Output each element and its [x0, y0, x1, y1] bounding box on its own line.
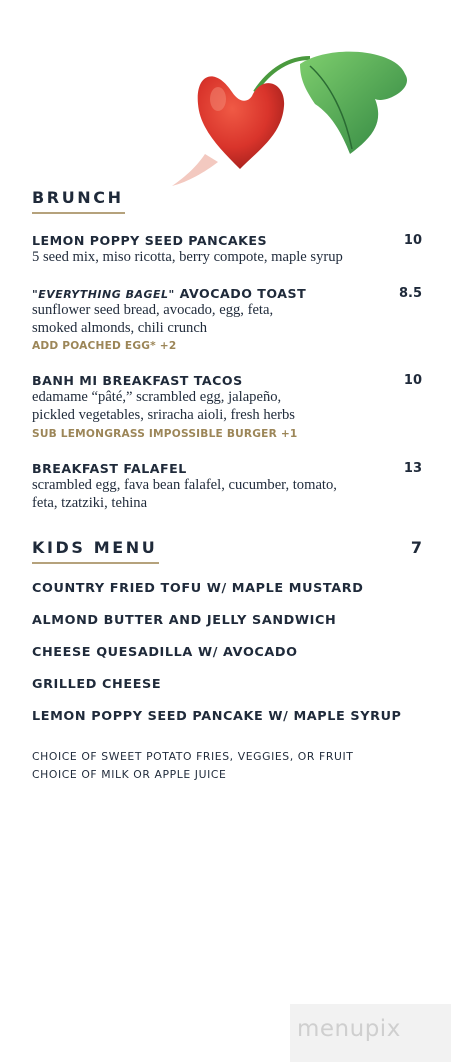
menu-item-description: 5 seed mix, miso ricotta, berry compote, maple syrup: [32, 249, 343, 265]
menu-item-price: 10: [403, 373, 422, 388]
menu-item-addon: SUB LEMONGRASS IMPOSSIBLE BURGER +1: [32, 428, 298, 440]
menu-item-description: sunflower seed bread, avocado, egg, feta,: [32, 302, 274, 318]
menu-item-price: 10: [403, 233, 422, 248]
kids-menu-item: GRILLED CHEESE: [32, 677, 162, 692]
kids-menu-note: CHOICE OF MILK OR APPLE JUICE: [32, 768, 227, 781]
menu-item-description: smoked almonds, chili crunch: [32, 320, 208, 336]
menu-item-name-main: AVOCADO TOAST: [179, 286, 307, 301]
menu-item-price: 8.5: [398, 286, 422, 301]
kids-menu-item: LEMON POPPY SEED PANCAKE W/ MAPLE SYRUP: [32, 709, 402, 724]
menu-item-description: feta, tzatziki, tehina: [32, 495, 148, 511]
menu-item-name: BREAKFAST FALAFEL: [32, 461, 187, 476]
heart-radish-icon: [160, 44, 430, 194]
kids-menu-item: ALMOND BUTTER AND JELLY SANDWICH: [32, 613, 337, 628]
menu-item-addon: ADD POACHED EGG* +2: [32, 340, 177, 352]
menu-item-name-prefix: "EVERYTHING BAGEL": [32, 288, 175, 301]
kids-menu-item: COUNTRY FRIED TOFU W/ MAPLE MUSTARD: [32, 581, 364, 596]
menu-item-description: edamame “pâté,” scrambled egg, jalapeño,: [32, 389, 282, 405]
menu-item-description: scrambled egg, fava bean falafel, cucumber, tomato,: [32, 477, 337, 493]
brunch-heading: BRUNCH: [32, 188, 124, 207]
kids-menu-item: CHEESE QUESADILLA W/ AVOCADO: [32, 645, 298, 660]
menu-item-name: [32, 286, 306, 301]
menu-item-description: pickled vegetables, sriracha aioli, fresh herbs: [32, 407, 295, 423]
kids-menu-price: 7: [410, 538, 422, 557]
watermark-logo: menupix: [297, 1016, 401, 1042]
kids-menu-underline: [32, 562, 159, 564]
kids-menu-note: CHOICE OF SWEET POTATO FRIES, VEGGIES, OR FRUIT: [32, 750, 354, 763]
menu-item-name: LEMON POPPY SEED PANCAKES: [32, 233, 268, 248]
kids-menu-heading: KIDS MENU: [32, 538, 158, 557]
brunch-underline: [32, 212, 125, 214]
menu-item-name: BANH MI BREAKFAST TACOS: [32, 373, 243, 388]
menu-item-price: 13: [403, 461, 422, 476]
